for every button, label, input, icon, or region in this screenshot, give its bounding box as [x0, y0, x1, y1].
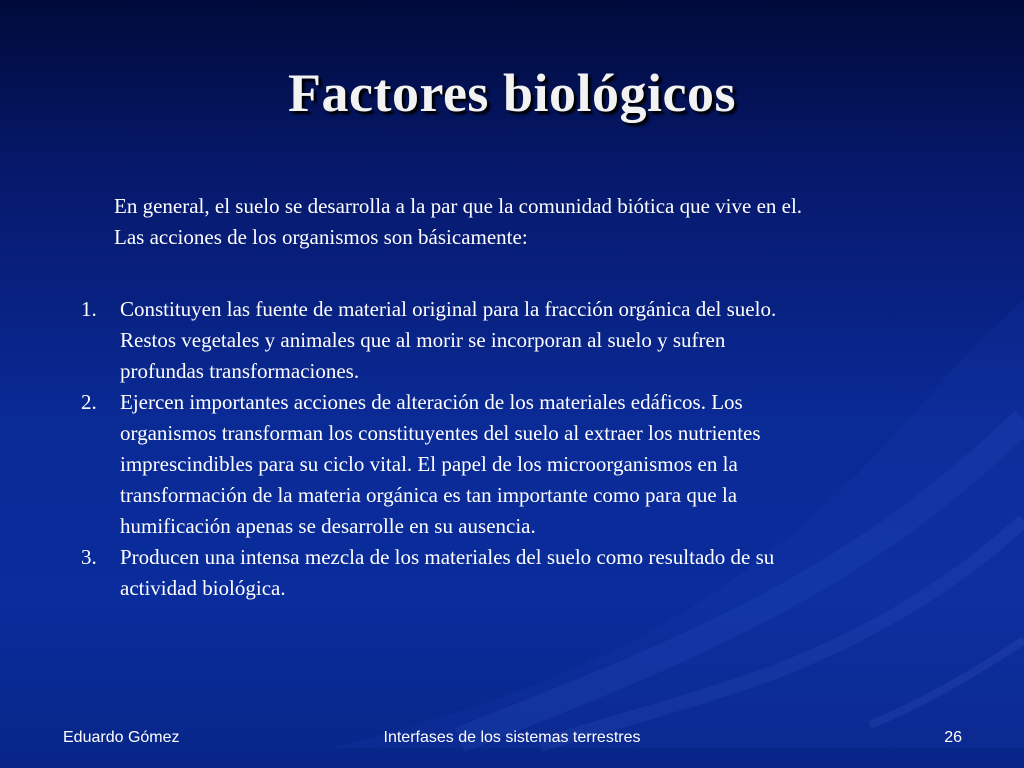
footer-course-title: Interfases de los sistemas terrestres	[383, 729, 641, 746]
list-item-line: Constituyen las fuente de material original para la fracción orgánica del suelo.	[120, 297, 777, 321]
list-item	[76, 294, 976, 387]
list-item-line: Ejercen importantes acciones de alteración de los materiales edáficos. Los	[120, 390, 743, 414]
list-item-line: Restos vegetales y animales que al morir se incorporan al suelo y sufren	[120, 328, 726, 352]
footer-author: Eduardo Gómez	[63, 729, 180, 746]
factors-list	[76, 294, 976, 604]
list-item-line: organismos transforman los constituyentes del suelo al extraer los nutrientes	[120, 421, 761, 445]
slide-title: Factores biológicos	[288, 63, 736, 123]
intro-line: Las acciones de los organismos son básicamente:	[114, 225, 528, 249]
list-item	[76, 542, 976, 604]
intro-paragraph	[114, 191, 994, 253]
list-item-number: 3.	[81, 545, 97, 569]
list-item-line: actividad biológica.	[120, 576, 286, 600]
list-item-line: profundas transformaciones.	[120, 359, 360, 383]
list-item-number: 2.	[81, 390, 97, 414]
list-item-line: imprescindibles para su ciclo vital. El papel de los microorganismos en la	[120, 452, 738, 476]
list-item-number: 1.	[81, 297, 97, 321]
page-number: 26	[944, 729, 962, 746]
list-item-line: transformación de la materia orgánica es tan importante como para que la	[120, 483, 738, 507]
list-item-line: Producen una intensa mezcla de los materiales del suelo como resultado de su	[120, 545, 775, 569]
list-item-line: humificación apenas se desarrolle en su ausencia.	[120, 514, 536, 538]
list-item	[76, 387, 976, 542]
intro-line: En general, el suelo se desarrolla a la par que la comunidad biótica que vive en el.	[114, 194, 803, 218]
